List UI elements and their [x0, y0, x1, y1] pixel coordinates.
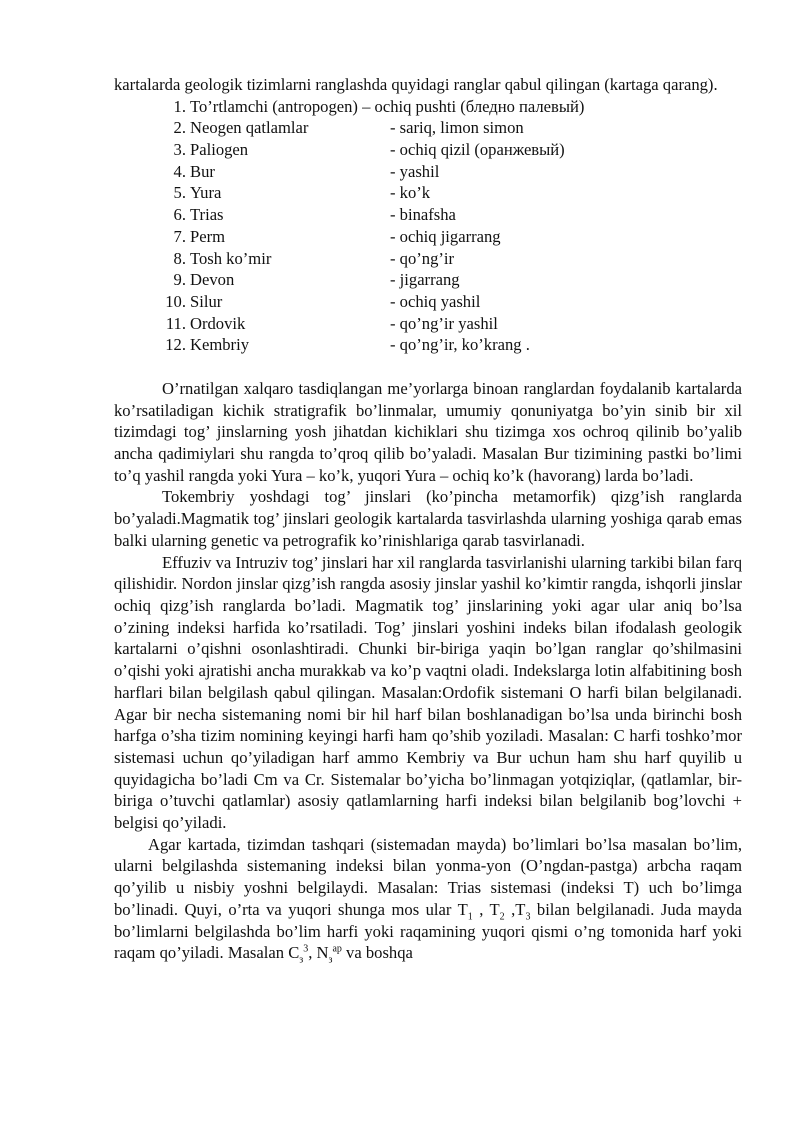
- intro-paragraph: kartalarda geologik tizimlarni ranglashda quyidagi ranglar qabul qilingan (kartaga qarang).: [114, 75, 718, 94]
- list-number: 8.: [173, 248, 186, 268]
- color-list-item: [114, 226, 742, 248]
- list-term: Ordovik: [190, 313, 246, 333]
- list-term: Yura: [190, 183, 222, 203]
- list-color: - qo’ng’ir yashil: [390, 313, 498, 333]
- paragraph-effusive-intrusive: Effuziv va Intruziv tog’ jinslari har xil ranglarda tasvirlanishi ularning tarkibi bilan farq qilishidir. Nordon jinslar qizg’ish rangda asosiy jinslar yashil ko’kimtir rangda, ishqorli jinslar ochiq qizg’ish ranglarda bo’ladi. Magmatik tog’ jinslarining yoki agar ular aniq bo’lsa o’zining indeksi harfida ko’rsatiladi. Tog’ jinslari yoshini indeks bilan ifodalash geologik kartalarni o’qishni osonlashtiradi. Chunki bir-biriga yaqin bo’lgan ranglar qo’shilmasini o’qishi yoki ajratishi ancha murakkab va ko’p vaqtni oladi. Indekslarga lotin alfabitining bosh harflari bilan belgilash qabul qilingan. Masalan:Ordofik sistemani O harfi bilan belgilanadi. Agar bir necha sistemaning nomi bir hil harf bilan boshlanadigan bo’lsa unda birinchi bosh harfga o’sha tizim nomining keyingi harfi ham qo’shib yoziladi. Masalan: C harfi toshko’mor sistemasi uchun qo’yiladigan harf ammo Kembriy va Bur uchun ham shu harf quyilib u quyidagicha bo’ladi Cm va Cr. Sistemalar bo’yicha bo’linmagan yotqiziqlar, (qatlamlar, bir-biriga o’tuvchi qatlamlar) asosiy qatlamlarning harfi indeksi bilan belgilanib bog’lovchi + belgisi qo’yiladi.: [114, 552, 742, 833]
- color-list-item: [114, 291, 742, 313]
- list-number: 3.: [173, 140, 186, 160]
- list-number: 1.: [173, 96, 186, 116]
- subdivisions-text-2: bilan belgilanadi. Juda mayda bo’limlarni belgilashda bo’lim harfi yoki raqamining yuqori qismi o’ng tomonida harf yoki raqam qo’yiladi. Masalan: [114, 899, 743, 963]
- list-term: Neogen qatlamlar: [190, 118, 309, 138]
- list-number: 7.: [173, 226, 186, 246]
- list-term: Tosh ko’mir: [190, 248, 272, 268]
- color-list-item: [114, 269, 742, 291]
- list-number: 11.: [165, 313, 186, 333]
- index-t1: $T_1$: [457, 899, 473, 923]
- list-number: 2.: [173, 118, 186, 138]
- list-color: - qo’ng’ir, ko’krang .: [390, 335, 530, 355]
- list-number: 10.: [165, 291, 186, 311]
- list-term: Silur: [190, 291, 223, 311]
- paragraph-standards: O’rnatilgan xalqaro tasdiqlangan me’yorlarga binoan ranglardan foydalanib kartalarda ko’rsatiladigan kichik stratigrafik bo’linmalar, umumiy qonuniyatga bo’yin sinib bir xil tizimdagi tog’ jinslarning yosh jihatdan kichiklari shu tizimga xos ochroq qilinib bo’yalib ancha qadimiylari shu rangda to’qroq qilib bo’yaladi. Masalan Bur tizimining pastki bo’limi to’q yashil rangda yoki Yura – ko’k, yuqori Yura – ochiq ko’k (havorang) larda bo’ladi.: [114, 378, 742, 485]
- list-color: - ko’k: [390, 183, 431, 203]
- list-term: Kembriy: [190, 335, 249, 355]
- color-list-item: [114, 161, 742, 183]
- index-c3: $C_з^3$: [288, 943, 309, 966]
- list-color: - ochiq qizil (оранжевый): [390, 140, 565, 160]
- color-list-item: [114, 182, 742, 204]
- list-color: - qo’ng’ir: [390, 248, 455, 268]
- list-number: 4.: [173, 161, 186, 181]
- list-term: Devon: [190, 270, 235, 290]
- paragraph-precambrian: Tokembriy yoshdagi tog’ jinslari (ko’pincha metamorfik) qizg’ish ranglarda bo’yaladi.Magmatik tog’ jinslari geologik kartalarda tasvirlashda ularning yoshiga qarab emas balki ularning genetic va petrografik ko’rinishlariga qarab tasvirlanadi.: [114, 487, 742, 550]
- list-color: - yashil: [390, 161, 440, 181]
- paragraph-subdivisions: Agar kartada, tizimdan tashqari (sistemadan mayda) bo’limlari bo’lsa masalan bo’lim, ularni belgilashda sistemaning indeksi bilan yonma-yon (O’ngdan-pastga) arbcha raqam qo’yilib u nisbiy yoshni belgilaydi. Masalan: Trias sistemasi (indeksi T) uch bo’limga bo’linadi. Quyi, o’rta va yuqori shunga mos ular $T_1$ , $T_2$ $,T_3$ bilan belgilanadi. Juda mayda bo’limlarni belgilashda bo’lim harfi yoki raqamining yuqori qismi o’ng tomonida harf yoki raqam qo’yiladi. Masalan $C_з^3$, $N_з^{ap}$ va boshqa: [114, 834, 743, 966]
- color-list-item: [114, 313, 742, 335]
- list-number: 12.: [165, 335, 186, 355]
- document-page: [114, 74, 742, 964]
- list-term: Paliogen: [190, 140, 249, 160]
- list-color: - ochiq yashil: [390, 291, 481, 311]
- color-list: [114, 96, 742, 356]
- list-term: Bur: [190, 161, 215, 181]
- color-list-item: [114, 96, 742, 118]
- index-t3: $T_3$: [515, 899, 531, 923]
- color-list-item: [114, 117, 742, 139]
- list-color: - sariq, limon simon: [390, 118, 524, 138]
- color-list-item: [114, 204, 742, 226]
- color-list-item: [114, 248, 742, 270]
- subdivisions-text: Agar kartada, tizimdan tashqari (sistemadan mayda) bo’limlari bo’lsa masalan bo’lim, ularni belgilashda sistemaning indeksi bilan yonma-yon (O’ngdan-pastga) arbcha raqam qo’yilib u nisbiy yoshni belgilaydi. Masalan: Trias sistemasi (indeksi T) uch bo’limga bo’linadi. Quyi, o’rta va yuqori shunga mos ular: [114, 834, 742, 919]
- list-term: Trias: [190, 205, 224, 225]
- list-number: 9.: [173, 270, 186, 290]
- list-color: - jigarrang: [390, 270, 460, 290]
- list-term: Perm: [190, 226, 226, 246]
- index-t2: $T_2$: [489, 899, 505, 923]
- color-list-item: [114, 139, 742, 161]
- subdivisions-text-end: va boshqa: [341, 943, 413, 963]
- index-n3ap: $N_з^{ap}$: [316, 943, 342, 966]
- list-term: To’rtlamchi (antropogen) – ochiq pushti (бледно палевый): [190, 96, 585, 116]
- color-list-item: [114, 334, 742, 356]
- list-number: 6.: [173, 205, 186, 225]
- list-color: - ochiq jigarrang: [390, 226, 501, 246]
- list-color: - binafsha: [390, 205, 456, 225]
- list-number: 5.: [173, 183, 186, 203]
